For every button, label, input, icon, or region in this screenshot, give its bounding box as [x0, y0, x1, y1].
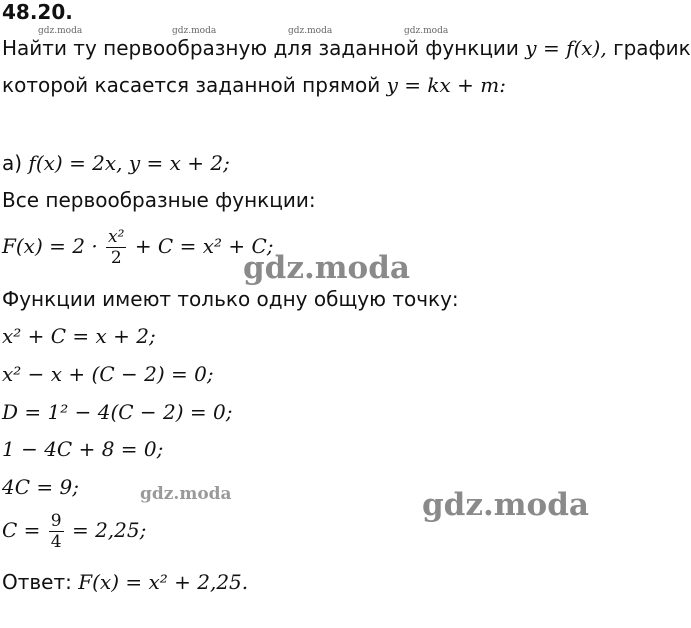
watermark-logo: gdz.moda	[140, 484, 232, 504]
solution-step-1: x² + C = x + 2;	[2, 324, 156, 348]
answer-label: Ответ:	[2, 570, 72, 594]
solution-step-5: 4C = 9;	[2, 475, 79, 499]
part-formula: f(x) = 2x, y = x + 2;	[28, 151, 230, 175]
antiderivative-formula	[2, 226, 274, 268]
watermark: gdz.moda	[288, 26, 333, 36]
fraction-denominator: 4	[50, 532, 62, 552]
task-text: Найти ту первообразную для заданной функции	[2, 36, 519, 60]
watermark: gdz.moda	[172, 26, 217, 36]
formula-lhs: F(x) = 2 ·	[2, 234, 98, 258]
answer-formula: F(x) = x² + 2,25.	[78, 570, 249, 594]
fraction-numerator: x²	[108, 227, 125, 247]
task-formula: y = f(x),	[525, 36, 607, 60]
fraction	[106, 227, 126, 268]
task-statement-line1	[2, 36, 691, 60]
step6-lhs: C =	[2, 518, 41, 542]
solution-step-4: 1 − 4C + 8 = 0;	[2, 437, 164, 461]
watermark-logo: gdz.moda	[243, 250, 410, 286]
task-text: которой касается заданной прямой	[2, 73, 381, 97]
part-label: а)	[2, 151, 23, 175]
problem-number: 48.20.	[2, 0, 73, 24]
solution-step-2: x² − x + (C − 2) = 0;	[2, 362, 214, 386]
common-point-label: Функции имеют только одну общую точку:	[2, 287, 459, 311]
watermark: gdz.moda	[404, 26, 449, 36]
antiderivatives-label: Все первообразные функции:	[2, 188, 316, 212]
step6-rhs: = 2,25;	[71, 518, 147, 542]
task-text-end: график	[613, 36, 691, 60]
answer	[2, 570, 248, 594]
task-statement-line2	[2, 73, 506, 97]
formula-rhs: + C = x² + C;	[134, 234, 274, 258]
task-formula: y = kx + m:	[386, 73, 506, 97]
fraction	[49, 511, 64, 552]
solution-step-6	[2, 510, 146, 552]
fraction-denominator: 2	[110, 248, 122, 268]
watermark: gdz.moda	[38, 26, 83, 36]
solution-step-3: D = 1² − 4(C − 2) = 0;	[2, 400, 233, 424]
part-a	[2, 151, 230, 175]
watermark-logo: gdz.moda	[422, 487, 589, 523]
fraction-numerator: 9	[50, 511, 62, 531]
